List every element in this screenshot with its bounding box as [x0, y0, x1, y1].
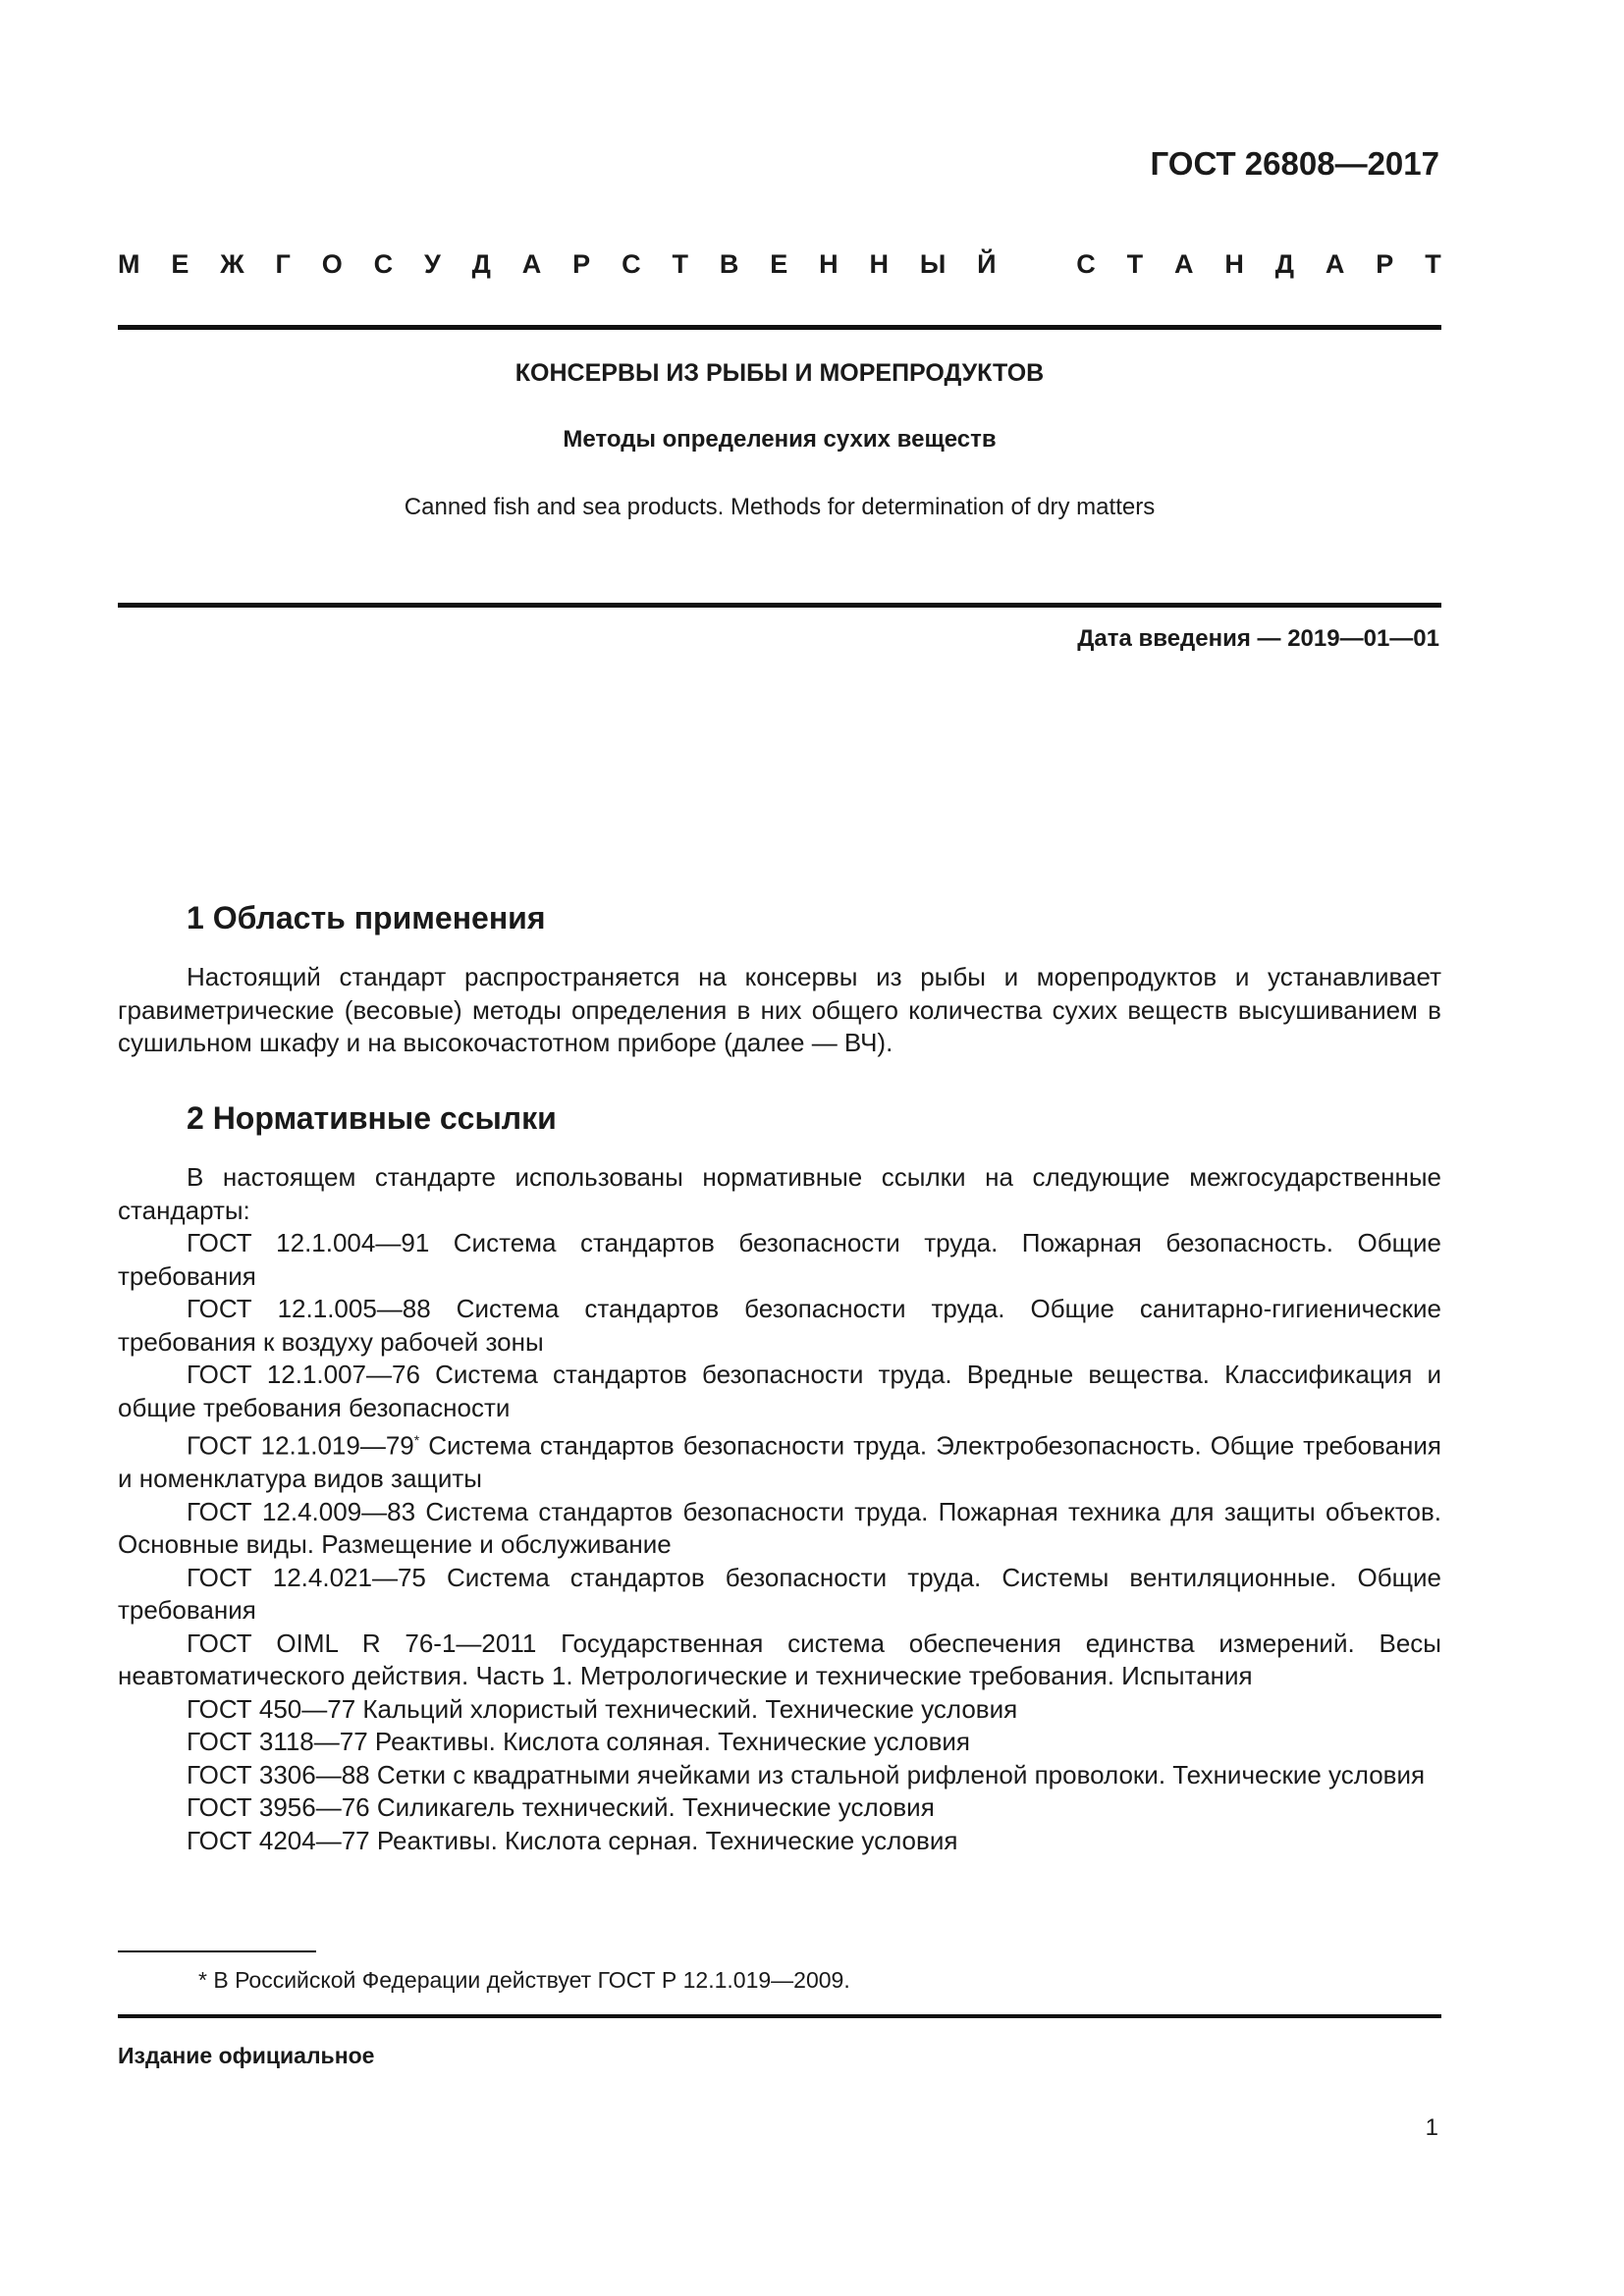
banner-letter: Т — [1126, 249, 1144, 279]
banner-letter: Е — [171, 249, 189, 279]
title-rule — [118, 603, 1441, 608]
banner-letter: С — [1076, 249, 1096, 279]
banner-letter: Д — [1274, 249, 1295, 279]
reference-item: ГОСТ 3306—88 Сетки с квадратными ячейками из стальной рифленой проволоки. Технические условия — [187, 1759, 1426, 1789]
standard-subtitle: Методы определения сухих веществ — [563, 426, 997, 453]
reference-item: ГОСТ 450—77 Кальций хлористый технический. Технические условия — [187, 1693, 1018, 1724]
reference-item: ГОСТ 4204—77 Реактивы. Кислота серная. Технические условия — [187, 1825, 958, 1855]
banner-letter: Ы — [919, 249, 947, 279]
reference-code: ГОСТ 12.1.019—79 — [187, 1430, 414, 1461]
banner-letter: Н — [869, 249, 889, 279]
footnote: * В Российской Федерации действует ГОСТ Р 12.1.019—2009. — [198, 1967, 850, 1993]
footer-rule — [118, 2014, 1441, 2018]
banner-letter: Й — [977, 249, 997, 279]
footnote-separator — [118, 1950, 316, 1952]
english-title: Canned fish and sea products. Methods for determination of dry matters — [404, 494, 1156, 520]
banner-word-gap — [1027, 249, 1045, 280]
reference-list — [118, 1227, 1441, 1857]
scope-paragraph: Настоящий стандарт распространяется на консервы из рыбы и морепродуктов и устанавливает гравиметрические (весовые) методы определения в них общего количества сухих веществ высушиванием в сушильном шкафу и на высокочастотном приборе (далее — ВЧ). — [118, 962, 1441, 1057]
footnote-marker: * — [413, 1432, 420, 1448]
section-1-heading: 1 Область применения — [187, 900, 546, 935]
banner-letter: С — [373, 249, 394, 279]
standard-title: КОНСЕРВЫ ИЗ РЫБЫ И МОРЕПРОДУКТОВ — [514, 359, 1045, 387]
banner-letter: Д — [471, 249, 491, 279]
banner-letter: Е — [770, 249, 788, 279]
reference-item — [118, 1424, 1441, 1496]
banner-letter: А — [1325, 249, 1345, 279]
banner-letter: О — [321, 249, 343, 279]
banner-letter: А — [521, 249, 542, 279]
introduction-date: Дата введения — 2019—01—01 — [1077, 625, 1439, 652]
banner-letter: С — [622, 249, 641, 279]
banner-letter: Г — [275, 249, 291, 279]
section-2-heading: 2 Нормативные ссылки — [187, 1100, 557, 1136]
banner-letter: А — [1174, 249, 1194, 279]
reference-item: ГОСТ 12.4.009—83 Система стандартов безопасности труда. Пожарная техника для защиты объектов. Основные виды. Размещение и обслуживание — [118, 1496, 1441, 1560]
section-2-body — [118, 1161, 1441, 1857]
banner-letter: Н — [819, 249, 839, 279]
section-1-text — [118, 961, 1441, 1060]
banner-letter: В — [719, 249, 739, 279]
page-number: 1 — [1425, 2114, 1438, 2141]
references-intro: В настоящем стандарте использованы нормативные ссылки на следующие межгосударственные стандарты: — [118, 1162, 1441, 1225]
reference-item: ГОСТ 3956—76 Силикагель технический. Технические условия — [187, 1792, 935, 1823]
banner-letter: Ж — [220, 249, 244, 279]
banner-letter: Н — [1224, 249, 1244, 279]
official-edition-label: Издание официальное — [118, 2043, 375, 2068]
interstate-standard-banner — [118, 249, 1441, 280]
reference-item: ГОСТ OIML R 76-1—2011 Государственная система обеспечения единства измерений. Весы неавтоматического действия. Часть 1. Метрологические и технические требования. Испытания — [118, 1628, 1441, 1691]
reference-item: ГОСТ 12.1.007—76 Система стандартов безопасности труда. Вредные вещества. Классификация и общие требования безопасности — [118, 1360, 1441, 1422]
banner-letter: Р — [1376, 249, 1394, 279]
banner-letter: М — [118, 249, 140, 279]
document-number: ГОСТ 26808—2017 — [1150, 145, 1439, 182]
reference-item: ГОСТ 12.1.005—88 Система стандартов безопасности труда. Общие санитарно-гигиенические требования к воздуху рабочей зоны — [118, 1294, 1441, 1357]
banner-letter: Р — [572, 249, 591, 279]
banner-letter: Т — [1425, 249, 1441, 279]
reference-item: ГОСТ 12.4.021—75 Система стандартов безопасности труда. Системы вентиляционные. Общие требования — [118, 1562, 1441, 1626]
reference-text: Система стандартов безопасности труда. Электробезопасность. Общие требования и номенклатура видов защиты — [118, 1430, 1441, 1494]
banner-letter: Т — [672, 249, 688, 279]
header-rule — [118, 325, 1441, 330]
reference-item: ГОСТ 3118—77 Реактивы. Кислота соляная. Технические условия — [187, 1727, 971, 1757]
banner-letter: У — [424, 249, 441, 279]
reference-item: ГОСТ 12.1.004—91 Система стандартов безопасности труда. Пожарная безопасность. Общие требования — [118, 1228, 1441, 1291]
